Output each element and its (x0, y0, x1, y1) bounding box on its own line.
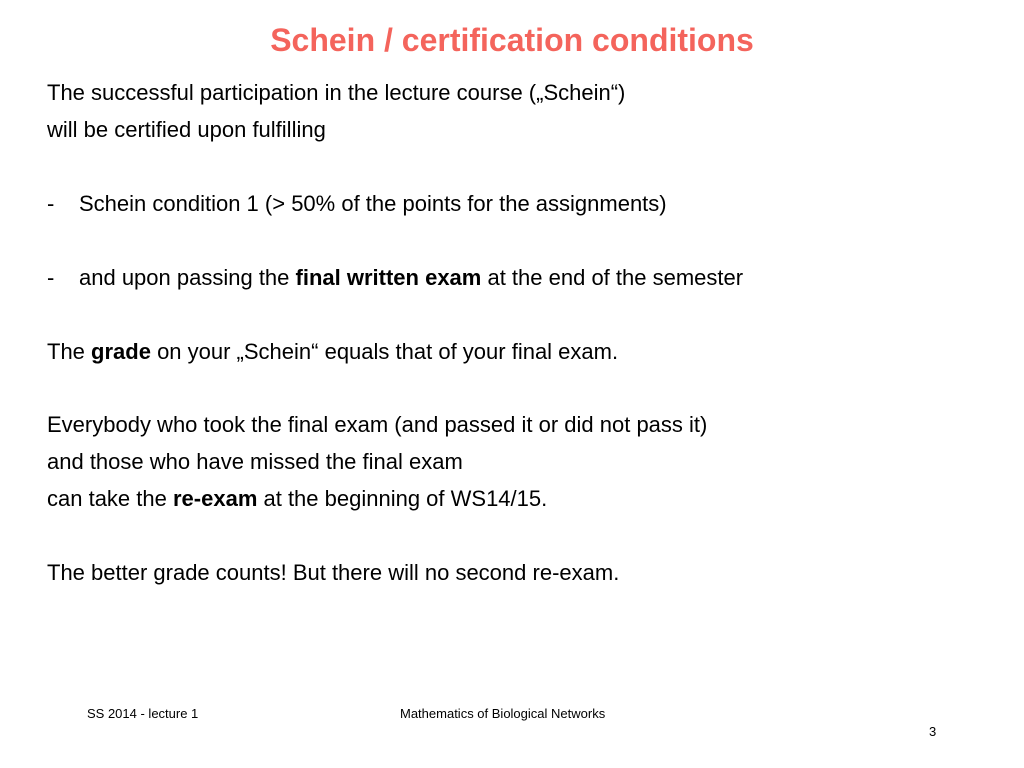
bullet-text-bold: final written exam (295, 265, 482, 290)
footer-course-title: Mathematics of Biological Networks (400, 706, 606, 721)
bullet-dash: - (47, 265, 55, 290)
slide-title: Schein / certification conditions (270, 22, 754, 58)
grade-line-pre: The (47, 339, 92, 364)
bullet-text-post: at the end of the semester (481, 265, 744, 290)
grade-line (47, 338, 618, 366)
grade-line-bold: grade (91, 339, 151, 364)
reexam-line-3-pre: can take the (47, 486, 173, 511)
bullet-dash: - (47, 191, 55, 216)
reexam-line-3-post: at the beginning of WS14/15. (257, 486, 548, 511)
reexam-line-1: Everybody who took the final exam (and passed it or did not pass it) (47, 412, 708, 437)
footer-lecture: SS 2014 - lecture 1 (87, 706, 199, 721)
bullet-text: Schein condition 1 (> 50% of the points for the assignments) (79, 191, 667, 216)
reexam-line-3-bold: re-exam (172, 486, 258, 511)
page-number: 3 (929, 724, 937, 739)
grade-line-post: on your „Schein“ equals that of your final exam. (150, 339, 619, 364)
closing-line: The better grade counts! But there will no second re-exam. (47, 560, 620, 585)
intro-line-2: will be certified upon fulfilling (47, 117, 326, 142)
reexam-line-2: and those who have missed the final exam (47, 449, 463, 474)
reexam-line-3 (47, 485, 547, 513)
bullet-text (79, 264, 743, 292)
bullet-text-pre: and upon passing the (79, 265, 296, 290)
intro-line-1: The successful participation in the lecture course („Schein“) (47, 80, 626, 105)
